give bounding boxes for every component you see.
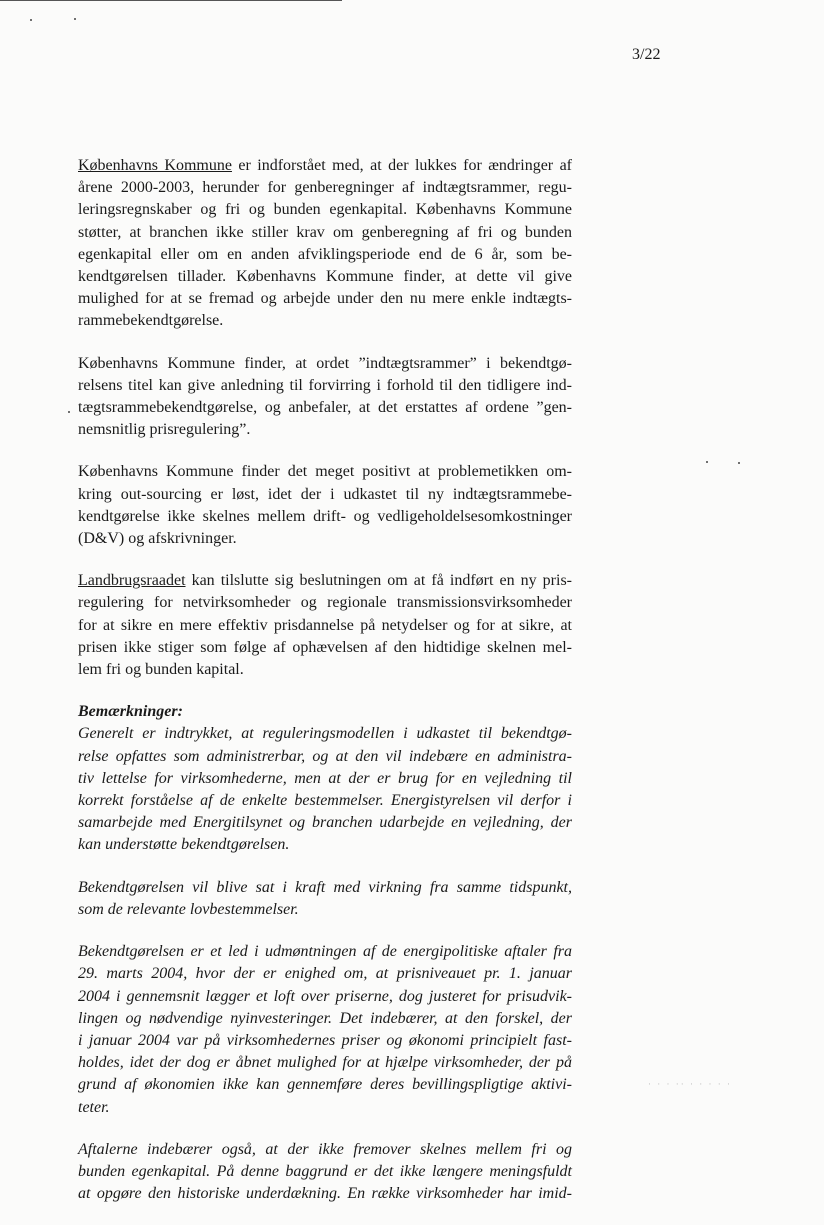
- top-scan-line: [0, 0, 342, 1]
- text-line: årene 2000-2003, herunder for genberegninger af indtægtsrammer, regu-: [78, 179, 572, 197]
- underlined-organization-name: Københavns Kommune: [78, 157, 232, 174]
- text-line: i januar 2004 var på virksomhedernes priser og økonomi principielt fast-: [78, 1031, 572, 1049]
- text-line: kendtgørelse ikke skelnes mellem drift- og vedligeholdelsesomkostninger: [78, 507, 572, 525]
- text-line: Aftalerne indebærer også, at der ikke fremover skelnes mellem fri og: [78, 1140, 572, 1158]
- text-line: prisen ikke stiger som følge af ophævelsen af den hidtidige skelnen mel-: [78, 638, 572, 656]
- text-line: grund af økonomien ikke kan gennemføre deres bevillingspligtige aktivi-: [78, 1076, 572, 1094]
- text-line: relse opfattes som administrerbar, og at den vil indebære en administra-: [78, 747, 572, 765]
- underlined-organization-name: Landbrugsraadet: [78, 572, 186, 590]
- text-line: 29. marts 2004, hvor der er enighed om, at prisniveauet pr. 1. januar: [78, 965, 572, 983]
- text-line: egenkapital eller om en anden afviklingsperiode end de 6 år, som be-: [78, 245, 572, 263]
- text-line: korrekt forståelse af de enkelte bestemmelser. Energistyrelsen vil derfor i: [78, 792, 572, 810]
- text-line: bunden egenkapital. På denne baggrund er det ikke længere meningsfuldt: [78, 1162, 572, 1180]
- text-line: holdes, idet der dog er åbnet mulighed for at hjælpe virksomheder, der på: [78, 1054, 572, 1072]
- paragraph: [78, 353, 572, 442]
- text-line: 2004 i gennemsnit lægger et loft over priserne, dog justeret for prisudvik-: [78, 987, 572, 1005]
- page-number: 3/22: [632, 46, 661, 63]
- text-line: Bekendtgørelsen vil blive sat i kraft med virkning fra samme tidspunkt,: [78, 878, 572, 896]
- text-line: lem fri og bunden kapital.: [78, 661, 244, 679]
- text-line: lingen og nødvendige nyinvesteringer. Det indebærer, at den forskel, der: [78, 1009, 572, 1027]
- text-line: at opgøre den historiske underdækning. En række virksomheder har imid-: [78, 1185, 572, 1203]
- paragraph: [78, 570, 572, 681]
- scan-speck: [30, 19, 32, 21]
- text-line: teter.: [78, 1098, 110, 1116]
- text-line: nemsnitlig prisregulering”.: [78, 421, 251, 439]
- text-line: Københavns Kommune er indforstået med, at der lukkes for ændringer af: [78, 157, 573, 174]
- text-line: for at sikre en mere effektiv prisdannelse på netydelser og for at sikre, at: [78, 616, 572, 634]
- paragraph: [78, 941, 572, 1119]
- paragraph: [78, 877, 572, 921]
- text-line: mulighed for at se fremad og arbejde under den nu mere enkle indtægts-: [78, 290, 572, 308]
- text-line: Generelt er indtrykket, at reguleringsmodellen i udkastet til bekendtgø-: [78, 725, 572, 743]
- paragraph: [78, 461, 572, 550]
- scan-speck: [738, 462, 740, 464]
- text-line: rammebekendtgørelse.: [78, 312, 224, 330]
- text-line: samarbejde med Energitilsynet og branchen udarbejde en vejledning, der: [78, 814, 572, 832]
- paragraph: [78, 1139, 572, 1206]
- text-line: tægtsrammebekendtgørelse, og anbefaler, at det erstattes af ordene ”gen-: [78, 399, 572, 417]
- text-line: relsens titel kan give anledning til forvirring i forhold til den tidligere ind-: [78, 376, 572, 394]
- text-line: regulering for netvirksomheder og regionale transmissionsvirksomheder: [78, 594, 572, 612]
- text-line: kan understøtte bekendtgørelsen.: [78, 836, 290, 854]
- scan-speck: [68, 411, 70, 413]
- text-line: Københavns Kommune finder, at ordet ”indtægtsrammer” i bekendtgø-: [78, 354, 572, 372]
- text-line: kring out-sourcing er løst, idet der i udkastet til ny indtægtsrammebe-: [78, 485, 572, 503]
- text-line: kendtgørelsen tillader. Københavns Kommune finder, at dette vil give: [78, 268, 572, 286]
- text-line: Københavns Kommune finder det meget positivt at problemetikken om-: [78, 463, 572, 481]
- text-line: som de relevante lovbestemmelser.: [78, 900, 299, 918]
- document-body: [78, 155, 572, 1225]
- paragraph: [78, 701, 572, 856]
- text-line: (D&V) og afskrivninger.: [78, 530, 237, 548]
- text-line: leringsregnskaber og fri og bunden egenkapital. Københavns Kommune: [78, 201, 572, 219]
- scan-speck: [74, 18, 76, 20]
- section-heading: Bemærkninger:: [78, 703, 183, 721]
- scan-speck: [706, 461, 708, 463]
- paragraph: [78, 155, 572, 333]
- text-line: Landbrugsraadet kan tilslutte sig beslutningen om at få indført en ny pris-: [78, 572, 572, 590]
- text-line: Bekendtgørelsen er et led i udmøntningen af de energipolitiske aftaler fra: [78, 943, 572, 961]
- text-line: støtter, at branchen ikke stiller krav om genberegning af fri og bunden: [78, 223, 572, 241]
- scan-noise: · · · ·· · · · · ·: [648, 1079, 732, 1089]
- text-line: tiv lettelse for virksomhederne, men at der er brug for en vejledning til: [78, 769, 572, 787]
